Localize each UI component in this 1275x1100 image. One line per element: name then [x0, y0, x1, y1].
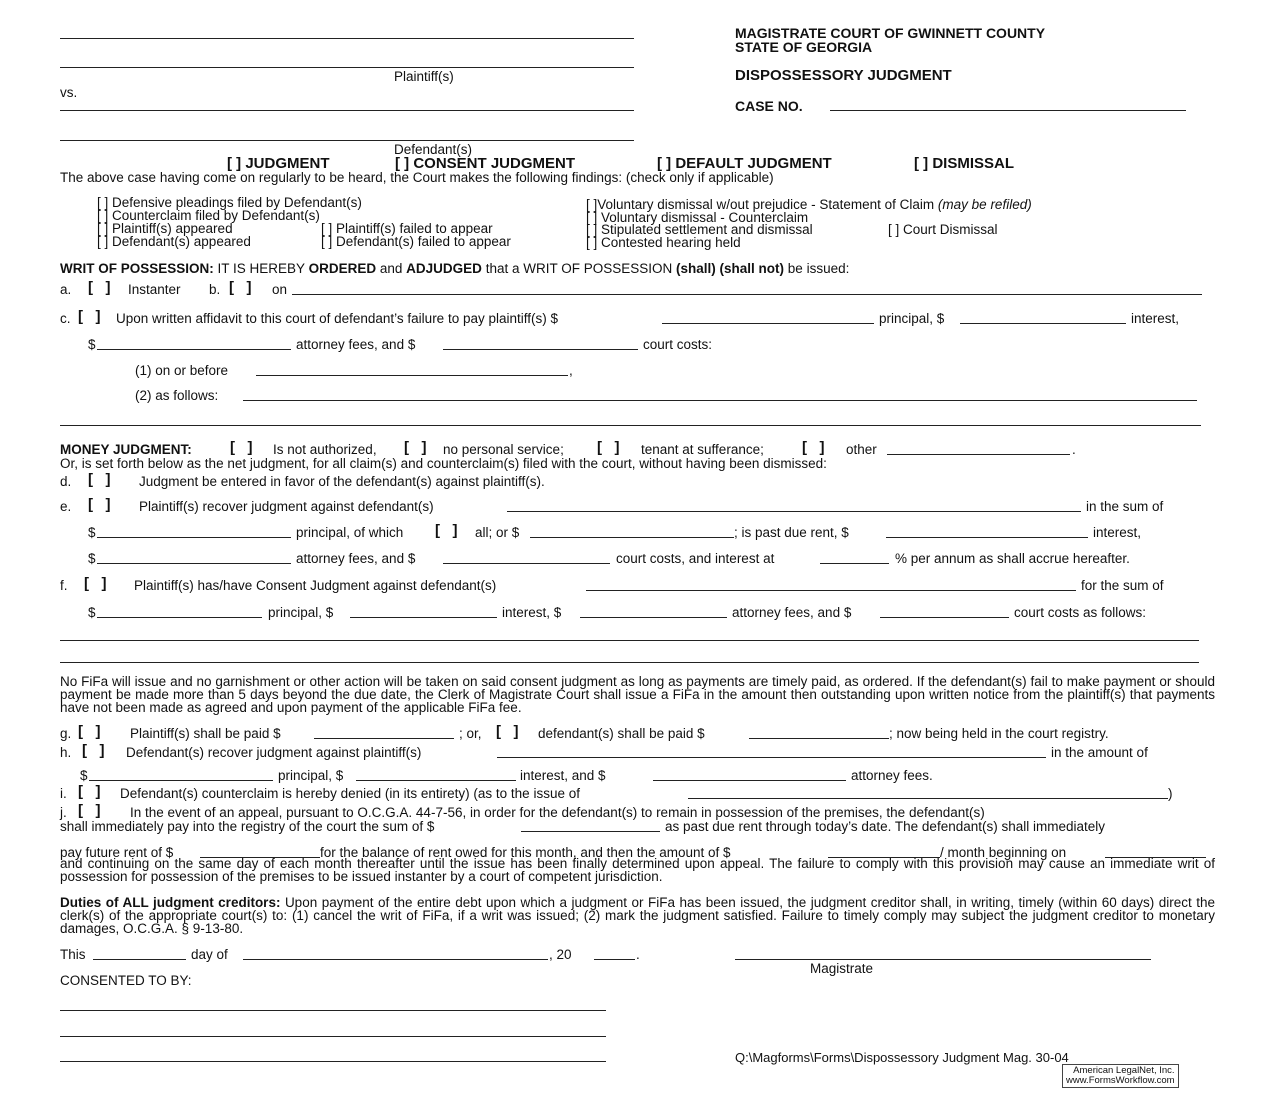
money-e-attorney-label: attorney fees, and $	[296, 551, 416, 566]
fifa-g-label: g.	[60, 726, 72, 741]
money-e-dollar-2: $	[88, 551, 96, 566]
money-f-defendant-field[interactable]	[586, 590, 1076, 591]
fifa-h-amount-of: in the amount of	[1051, 745, 1148, 760]
option-consent-judgment[interactable]: [ ] CONSENT JUDGMENT	[395, 155, 575, 172]
money-e-rate-field[interactable]	[820, 563, 889, 564]
fifa-h-text: Defendant(s) recover judgment against plaintiff(s)	[126, 745, 422, 760]
finding-plaintiff-failed[interactable]: [ ] Plaintiff(s) failed to appear	[321, 221, 493, 236]
money-e-defendant-field[interactable]	[507, 511, 1081, 512]
writ-c-principal-label: principal, $	[879, 311, 945, 326]
money-e-all-or: all; or $	[475, 525, 520, 540]
money-f-attorney-field[interactable]	[580, 617, 727, 618]
money-d-label: d.	[60, 474, 72, 489]
money-other-field[interactable]	[887, 454, 1070, 455]
fifa-i-issue-field[interactable]	[688, 798, 1168, 799]
form-path: Q:\Magforms\Forms\Dispossessory Judgment Mag. 30-04	[735, 1050, 1069, 1065]
writ-text-2: that a WRIT OF POSSESSION	[485, 261, 673, 276]
finding-plaintiff-appeared[interactable]: [ ] Plaintiff(s) appeared	[97, 221, 233, 236]
findings-intro: The above case having come on regularly to be heard, the Court makes the following findings: (check only if applicable)	[60, 170, 774, 185]
fifa-g-plaintiff-field[interactable]	[314, 738, 454, 739]
writ-on-date-line[interactable]	[292, 294, 1202, 295]
money-f-label: f.	[60, 578, 68, 593]
duties-paragraph	[60, 896, 1215, 935]
vs-label: vs.	[60, 85, 78, 100]
fifa-h-checkbox[interactable]: [ ]	[82, 742, 105, 759]
publisher-name: American LegalNet, Inc.	[1073, 1065, 1175, 1076]
writ-as-follows: (2) as follows:	[135, 388, 219, 403]
writ-as-follows-field-2[interactable]	[60, 425, 1201, 426]
money-tenant: tenant at sufferance;	[641, 442, 764, 457]
consent-signature-line-2[interactable]	[60, 1036, 606, 1037]
sign-period: .	[636, 947, 640, 962]
writ-on: on	[272, 282, 288, 297]
fifa-h-plaintiff-field[interactable]	[497, 757, 1046, 758]
form-title: DISPOSSESSORY JUDGMENT	[735, 67, 952, 84]
money-e-principal-label: principal, of which	[296, 525, 404, 540]
money-other-period: .	[1072, 442, 1076, 457]
money-e-interest-label: interest,	[1093, 525, 1142, 540]
publisher-url: www.FormsWorkflow.com	[1066, 1075, 1175, 1086]
fifa-g-or: ; or,	[459, 726, 482, 741]
writ-ordered: ORDERED	[308, 261, 377, 276]
plaintiff-name-line-2[interactable]	[60, 67, 634, 68]
fifa-g-held: ; now being held in the court registry.	[889, 726, 1109, 741]
writ-c-interest-label: interest,	[1131, 311, 1180, 326]
finding-voluntary-dismissal-claim-text: [ ]Voluntary dismissal w/out prejudice - Statement of Claim	[586, 197, 935, 212]
plaintiff-name-line-1[interactable]	[60, 38, 634, 39]
writ-text-3: be issued:	[787, 261, 850, 276]
case-no-field[interactable]	[830, 110, 1186, 111]
money-label: MONEY JUDGMENT:	[60, 442, 192, 457]
fifa-month-beginning: / month beginning on	[940, 845, 1067, 860]
writ-c-checkbox[interactable]: [ ]	[78, 308, 101, 325]
finding-defensive-pleadings[interactable]: [ ] Defensive pleadings filed by Defendant(s)	[97, 195, 362, 210]
publisher-badge[interactable]	[1062, 1064, 1179, 1088]
may-be-refiled-note: (may be refiled)	[937, 197, 1032, 212]
fifa-g-plaintiff-text: Plaintiff(s) shall be paid $	[130, 726, 281, 741]
writ-b-checkbox[interactable]: [ ]	[229, 279, 252, 296]
finding-counterclaim-filed[interactable]: [ ] Counterclaim filed by Defendant(s)	[97, 208, 320, 223]
money-net-text: Or, is set forth below as the net judgment, for all claim(s) and counterclaim(s) filed with the court, without having been dismissed:	[60, 456, 827, 471]
money-e-interest-field[interactable]	[886, 537, 1088, 538]
finding-court-dismissal[interactable]: [ ] Court Dismissal	[888, 222, 998, 237]
money-other: other	[846, 442, 877, 457]
money-f-dollar: $	[88, 605, 96, 620]
fifa-h-attorney-label: attorney fees.	[851, 768, 933, 783]
plaintiff-label: Plaintiff(s)	[394, 69, 454, 84]
option-default-judgment[interactable]: [ ] DEFAULT JUDGMENT	[657, 155, 832, 172]
writ-text-1: IT IS HEREBY	[217, 261, 305, 276]
money-f-costs-label: court costs as follows:	[1014, 605, 1147, 620]
money-f-terms-line-1[interactable]	[60, 640, 1199, 641]
money-tenant-checkbox[interactable]: [ ]	[597, 439, 620, 456]
writ-b-label: b.	[209, 282, 221, 297]
money-other-checkbox[interactable]: [ ]	[802, 439, 825, 456]
money-f-text: Plaintiff(s) has/have Consent Judgment against defendant(s)	[134, 578, 497, 593]
defendant-name-line-1[interactable]	[60, 110, 634, 111]
fifa-i-close-paren: )	[1168, 786, 1173, 801]
option-dismissal[interactable]: [ ] DISMISSAL	[914, 155, 1014, 172]
option-judgment[interactable]: [ ] JUDGMENT	[227, 155, 330, 172]
finding-defendant-appeared[interactable]: [ ] Defendant(s) appeared	[97, 234, 251, 249]
money-f-principal-field[interactable]	[97, 617, 262, 618]
fifa-j-text-2a: shall immediately pay into the registry of the court the sum of $	[60, 819, 435, 834]
money-not-authorized-checkbox[interactable]: [ ]	[230, 439, 253, 456]
fifa-j-label: j.	[60, 805, 67, 820]
sign-this: This	[60, 947, 86, 962]
fifa-h-dollar: $	[80, 768, 88, 783]
money-e-in-sum: in the sum of	[1086, 499, 1164, 514]
money-d-checkbox[interactable]: [ ]	[88, 471, 111, 488]
writ-shall: (shall) (shall not)	[676, 261, 785, 276]
defendant-label: Defendant(s)	[394, 142, 473, 157]
magistrate-label: Magistrate	[810, 961, 874, 976]
fifa-g-defendant-checkbox[interactable]: [ ]	[496, 723, 519, 740]
money-e-costs-label: court costs, and interest at	[616, 551, 775, 566]
fifa-paragraph: No FiFa will issue and no garnishment or other action will be taken on said consent judgment as long as payments are timely paid, as ordered. If the defendant(s) fail to make payment or should payment be made more than 5 days beyond the due date, the Clerk of Magistrate Court shall issue a FiFa in the amount then outstanding upon written notice from the plaintiff(s) that payments have not been made as agreed and upon payment of the applicable FiFa fee.	[60, 674, 1215, 715]
writ-as-follows-field[interactable]	[243, 400, 1197, 401]
fifa-h-interest-field[interactable]	[356, 780, 516, 781]
money-e-rent-field[interactable]	[530, 537, 734, 538]
writ-c-text: Upon written affidavit to this court of defendant’s failure to pay plaintiff(s) $	[116, 311, 558, 326]
writ-on-or-before: (1) on or before	[135, 363, 229, 378]
writ-c-label: c.	[60, 311, 71, 326]
sign-day-of: day of	[191, 947, 228, 962]
fifa-j-registry-field[interactable]	[521, 831, 660, 832]
fifa-g-defendant-text: defendant(s) shall be paid $	[538, 726, 705, 741]
money-f-attorney-label: attorney fees, and $	[732, 605, 852, 620]
court-state: STATE OF GEORGIA	[735, 39, 873, 55]
writ-c-costs-label: court costs:	[643, 337, 713, 352]
fifa-pay-future: pay future rent of $	[60, 845, 174, 860]
fifa-i-checkbox[interactable]: [ ]	[78, 783, 101, 800]
writ-c-attorney-field[interactable]	[97, 349, 291, 350]
money-e-checkbox[interactable]: [ ]	[88, 496, 111, 513]
money-e-per-annum: % per annum as shall accrue hereafter.	[895, 551, 1130, 566]
fifa-for-balance: for the balance of rent owed for this month, and then the amount of $	[320, 845, 731, 860]
writ-comma: ,	[569, 363, 573, 378]
writ-c-attorney-label: attorney fees, and $	[296, 337, 416, 352]
fifa-i-label: i.	[60, 786, 67, 801]
case-no-label: CASE NO.	[735, 98, 803, 114]
money-f-for-sum: for the sum of	[1081, 578, 1164, 593]
duties-text: Upon payment of the entire debt upon which a judgment or FiFa has been issued, the judgment creditor shall, in writing, timely (within 60 days) direct the clerk(s) of the appropriate court(s) to: (1) cancel the writ of FiFa, if a writ was issued; (2) mark the judgment satisfied. Failure to timely comply may subject the judgment creditor to monetary damages, O.C.G.A. § 9-13-80.	[60, 895, 1215, 936]
finding-defendant-failed[interactable]: [ ] Defendant(s) failed to appear	[321, 234, 511, 249]
sign-month-field[interactable]	[243, 959, 548, 960]
finding-voluntary-dismissal-counterclaim[interactable]: [ ] Voluntary dismissal - Counterclaim	[586, 210, 809, 225]
writ-c-principal-field[interactable]	[662, 323, 874, 324]
finding-stipulated-settlement[interactable]: [ ] Stipulated settlement and dismissal	[586, 222, 813, 237]
sign-year-field[interactable]	[594, 959, 635, 960]
writ-adjudged: ADJUDGED	[406, 261, 482, 276]
fifa-j-text-1: In the event of an appeal, pursuant to O.C.G.A. 44-7-56, in order for the defendant(s) to remain in possession of the premises, the defendant(s)	[130, 805, 985, 820]
writ-a-label: a.	[60, 282, 72, 297]
fifa-h-principal-label: principal, $	[278, 768, 344, 783]
writ-label: WRIT OF POSSESSION:	[60, 261, 214, 276]
money-f-interest-label: interest, $	[502, 605, 562, 620]
money-f-interest-field[interactable]	[350, 617, 497, 618]
writ-a-checkbox[interactable]: [ ]	[88, 279, 111, 296]
money-e-attorney-field[interactable]	[97, 563, 291, 564]
money-e-costs-field[interactable]	[443, 563, 610, 564]
magistrate-signature-line[interactable]	[735, 959, 1151, 960]
fifa-g-defendant-field[interactable]	[749, 738, 889, 739]
court-name: MAGISTRATE COURT OF GWINNETT COUNTY	[735, 25, 1046, 41]
sign-year-prefix: , 20	[549, 947, 572, 962]
writ-c-interest-field[interactable]	[960, 323, 1126, 324]
money-e-dollar: $	[88, 525, 96, 540]
fifa-j-text-2b: as past due rent through today’s date. The defendant(s) shall immediately	[665, 819, 1106, 834]
money-e-text: Plaintiff(s) recover judgment against defendant(s)	[139, 499, 434, 514]
fifa-continuing-text: and continuing on the same day of each month thereafter until the issue has been finally determined upon appeal. The failure to comply with this provision may cause an immediate writ of possession for possession of the premises to be issued instanter by a court of competent jurisdiction.	[60, 856, 1215, 884]
money-no-personal: no personal service;	[443, 442, 564, 457]
money-no-personal-checkbox[interactable]: [ ]	[404, 439, 427, 456]
money-f-costs-field[interactable]	[880, 617, 1009, 618]
consent-signature-line-3[interactable]	[60, 1061, 606, 1062]
money-e-all-checkbox[interactable]: [ ]	[435, 522, 458, 539]
defendant-name-line-2[interactable]	[60, 140, 634, 141]
money-e-past-due: ; is past due rent, $	[734, 525, 849, 540]
consented-label: CONSENTED TO BY:	[60, 973, 192, 988]
fifa-i-text: Defendant(s) counterclaim is hereby denied (in its entirety) (as to the issue of	[120, 786, 580, 801]
writ-c-costs-field[interactable]	[443, 349, 638, 350]
finding-contested-hearing[interactable]: [ ] Contested hearing held	[586, 235, 741, 250]
fifa-h-attorney-field[interactable]	[653, 780, 846, 781]
sign-day-field[interactable]	[93, 959, 186, 960]
writ-instanter: Instanter	[128, 282, 181, 297]
fifa-j-checkbox[interactable]: [ ]	[78, 802, 101, 819]
fifa-g-plaintiff-checkbox[interactable]: [ ]	[78, 723, 101, 740]
writ-c-dollar: $	[88, 337, 96, 352]
money-e-principal-field[interactable]	[97, 537, 291, 538]
consent-signature-line-1[interactable]	[60, 1010, 606, 1011]
fifa-h-label: h.	[60, 745, 72, 760]
fifa-h-interest-label: interest, and $	[520, 768, 606, 783]
duties-label: Duties of ALL judgment creditors:	[60, 895, 281, 910]
money-not-authorized: Is not authorized,	[273, 442, 377, 457]
writ-heading	[60, 261, 849, 277]
fifa-h-principal-field[interactable]	[89, 780, 273, 781]
money-f-principal-label: principal, $	[268, 605, 334, 620]
money-f-checkbox[interactable]: [ ]	[84, 575, 107, 592]
writ-and: and	[379, 261, 403, 276]
writ-on-or-before-field[interactable]	[256, 375, 568, 376]
money-f-terms-line-2[interactable]	[60, 662, 1199, 663]
money-d-text: Judgment be entered in favor of the defendant(s) against plaintiff(s).	[139, 474, 545, 489]
money-e-label: e.	[60, 499, 72, 514]
